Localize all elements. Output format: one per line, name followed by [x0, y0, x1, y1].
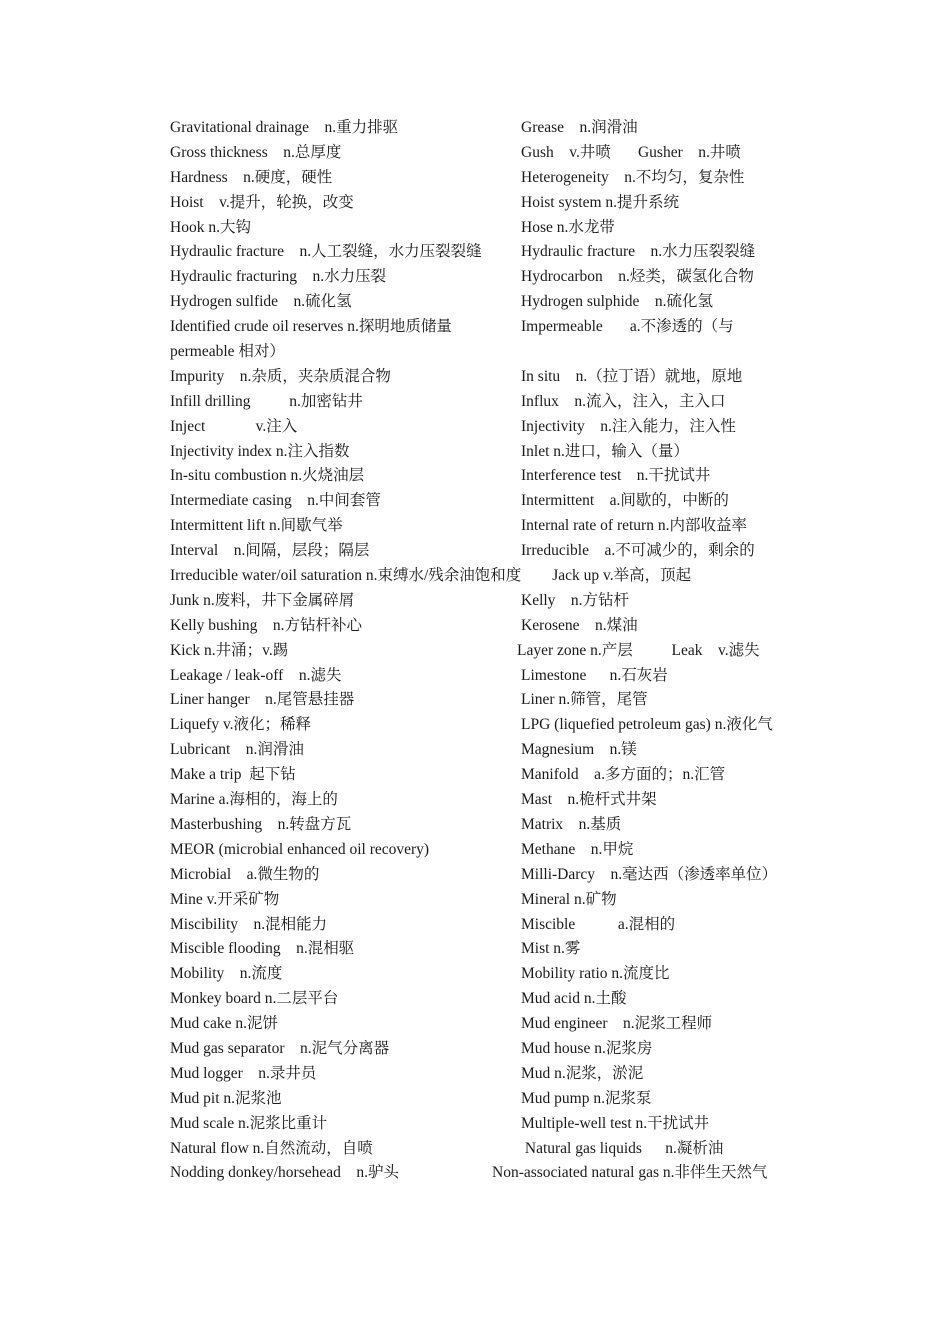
term-right: Mast n.桅杆式井架 [521, 791, 657, 809]
term-left: Kick n.井涌；v.踢 [170, 641, 289, 659]
term-left: Impurity n.杂质，夹杂质混合物 [170, 367, 391, 385]
term-left: Masterbushing n.转盘方瓦 [170, 815, 352, 833]
glossary-row [170, 813, 810, 838]
term-left: Liquefy v.液化；稀释 [170, 716, 312, 734]
term-left: Hydraulic fracturing n.水力压裂 [170, 268, 387, 286]
glossary-row [170, 838, 810, 863]
term-left: Miscibility n.混相能力 [170, 915, 328, 933]
term-left: Miscible flooding n.混相驱 [170, 940, 355, 958]
term-right: In situ n.（拉丁语）就地，原地 [521, 367, 743, 385]
glossary-row [170, 589, 810, 614]
term-left: Hydrogen sulfide n.硫化氢 [170, 293, 352, 311]
term-left: Intermediate casing n.中间套管 [170, 492, 381, 510]
term-right: Hoist system n.提升系统 [521, 193, 680, 211]
glossary-row-full [170, 564, 810, 589]
term-left: Leakage / leak-off n.滤失 [170, 666, 342, 684]
glossary-row [170, 688, 810, 713]
term-right: Irreducible a.不可减少的，剩余的 [521, 542, 755, 560]
term-right: Kerosene n.煤油 [521, 616, 638, 634]
term-left: Kelly bushing n.方钻杆补心 [170, 616, 363, 634]
glossary-row [170, 987, 810, 1012]
term-left: Nodding donkey/horsehead n.驴头 [170, 1164, 400, 1182]
term-left: Inject v.注入 [170, 417, 298, 435]
term-left: Liner hanger n.尾管悬挂器 [170, 691, 355, 709]
term-left: Hoist v.提升，轮换，改变 [170, 193, 354, 211]
term-left: Mobility n.流度 [170, 965, 283, 983]
term-right: Milli-Darcy n.毫达西（渗透率单位） [521, 865, 778, 883]
term-right: Intermittent a.间歇的，中断的 [521, 492, 729, 510]
term-right: Natural gas liquids n.凝析油 [521, 1139, 724, 1157]
term-left: Microbial a.微生物的 [170, 865, 320, 883]
term-right: Manifold a.多方面的；n.汇管 [521, 766, 726, 784]
glossary-row [170, 1012, 810, 1037]
term-right: Influx n.流入，注入，主入口 [521, 392, 726, 410]
term-left: Mud gas separator n.泥气分离器 [170, 1039, 390, 1057]
term-left: MEOR (microbial enhanced oil recovery) [170, 840, 430, 858]
glossary-list [170, 116, 810, 1186]
glossary-row [170, 166, 810, 191]
glossary-row [170, 639, 810, 664]
term-right: Heterogeneity n.不均匀，复杂性 [521, 168, 745, 186]
term-continuation: permeable 相对） [170, 343, 285, 361]
term-left: Interval n.间隔，层段；隔层 [170, 542, 370, 560]
glossary-row [170, 216, 810, 241]
glossary-row [170, 962, 810, 987]
glossary-row [170, 415, 810, 440]
term-left: Hardness n.硬度，硬性 [170, 168, 333, 186]
term-right: Magnesium n.镁 [521, 741, 637, 759]
term-right: Impermeable a.不渗透的（与 [521, 318, 734, 336]
glossary-row [170, 863, 810, 888]
glossary-row [170, 315, 810, 340]
term-right: Inlet n.进口，输入（量） [521, 442, 689, 460]
term-right: Methane n.甲烷 [521, 840, 634, 858]
term-left: Hydraulic fracture n.人工裂缝，水力压裂裂缝 [170, 243, 482, 261]
glossary-row [170, 1112, 810, 1137]
glossary-row [170, 141, 810, 166]
glossary-row [170, 440, 810, 465]
term-left: Junk n.废料，井下金属碎屑 [170, 591, 355, 609]
term-right: Mud pump n.泥浆泵 [521, 1089, 652, 1107]
term-left: Infill drilling n.加密钻井 [170, 392, 363, 410]
term-right: Mud acid n.土酸 [521, 990, 627, 1008]
glossary-row [170, 1062, 810, 1087]
term-left: Monkey board n.二层平台 [170, 990, 339, 1008]
term-right: Mist n.雾 [521, 940, 581, 958]
glossary-row [170, 539, 810, 564]
term-left: Intermittent lift n.间歇气举 [170, 517, 343, 535]
glossary-row [170, 489, 810, 514]
term-left: Mud scale n.泥浆比重计 [170, 1114, 328, 1132]
glossary-row [170, 514, 810, 539]
glossary-row [170, 1037, 810, 1062]
glossary-row [170, 365, 810, 390]
term-right: Layer zone n.产层 Leak v.滤失 [517, 641, 760, 659]
glossary-row [170, 888, 810, 913]
term-left: Mine v.开采矿物 [170, 890, 280, 908]
glossary-row-continuation [170, 340, 810, 365]
glossary-row [170, 1137, 810, 1162]
glossary-row [170, 913, 810, 938]
glossary-row [170, 265, 810, 290]
glossary-row [170, 240, 810, 265]
term-right: Limestone n.石灰岩 [521, 666, 668, 684]
term-left: Hook n.大钩 [170, 218, 251, 236]
term-right: Matrix n.基质 [521, 815, 622, 833]
term-left: Gross thickness n.总厚度 [170, 143, 342, 161]
term-right: Interference test n.干扰试井 [521, 467, 711, 485]
glossary-row [170, 390, 810, 415]
term-right: Liner n.筛管，尾管 [521, 691, 648, 709]
glossary-row [170, 290, 810, 315]
term-left: Mud logger n.录井员 [170, 1064, 317, 1082]
term-left: Lubricant n.润滑油 [170, 741, 304, 759]
term-right: Gush v.井喷 Gusher n.井喷 [521, 143, 741, 161]
term-left: Mud cake n.泥饼 [170, 1015, 279, 1033]
term-full-line: Irreducible water/oil saturation n.束缚水/残余油饱和度 Jack up v.举高，顶起 [170, 567, 692, 585]
glossary-row [170, 614, 810, 639]
term-right: Mud house n.泥浆房 [521, 1039, 653, 1057]
glossary-row [170, 664, 810, 689]
glossary-row [170, 763, 810, 788]
term-right: Non-associated natural gas n.非伴生天然气 [492, 1164, 768, 1182]
glossary-row [170, 464, 810, 489]
term-right: Hydraulic fracture n.水力压裂裂缝 [521, 243, 756, 261]
glossary-row [170, 713, 810, 738]
term-left: Marine a.海相的，海上的 [170, 791, 338, 809]
term-right: Miscible a.混相的 [521, 915, 676, 933]
term-left: Mud pit n.泥浆池 [170, 1089, 282, 1107]
term-left: Identified crude oil reserves n.探明地质储量 [170, 318, 452, 336]
term-right: Injectivity n.注入能力，注入性 [521, 417, 736, 435]
glossary-row [170, 1161, 810, 1186]
term-right: Hydrocarbon n.烃类，碳氢化合物 [521, 268, 754, 286]
term-right: Kelly n.方钻杆 [521, 591, 630, 609]
term-left: In-situ combustion n.火烧油层 [170, 467, 365, 485]
term-right: Hose n.水龙带 [521, 218, 615, 236]
glossary-row [170, 788, 810, 813]
glossary-row [170, 738, 810, 763]
term-left: Injectivity index n.注入指数 [170, 442, 350, 460]
term-right: Mineral n.矿物 [521, 890, 617, 908]
glossary-row [170, 1087, 810, 1112]
term-left: Gravitational drainage n.重力排驱 [170, 119, 399, 136]
term-right: Mobility ratio n.流度比 [521, 965, 670, 983]
term-right: Mud engineer n.泥浆工程师 [521, 1015, 713, 1033]
term-left: Make a trip 起下钻 [170, 766, 296, 784]
glossary-row [170, 116, 810, 141]
glossary-row [170, 191, 810, 216]
term-right: Internal rate of return n.内部收益率 [521, 517, 747, 535]
term-right: Hydrogen sulphide n.硫化氢 [521, 293, 714, 311]
term-left: Natural flow n.自然流动，自喷 [170, 1139, 373, 1157]
term-right: LPG (liquefied petroleum gas) n.液化气 [521, 716, 773, 734]
glossary-row [170, 937, 810, 962]
term-right: Mud n.泥浆，淤泥 [521, 1064, 644, 1082]
term-right: Multiple-well test n.干扰试井 [521, 1114, 710, 1132]
term-right: Grease n.润滑油 [521, 119, 638, 136]
